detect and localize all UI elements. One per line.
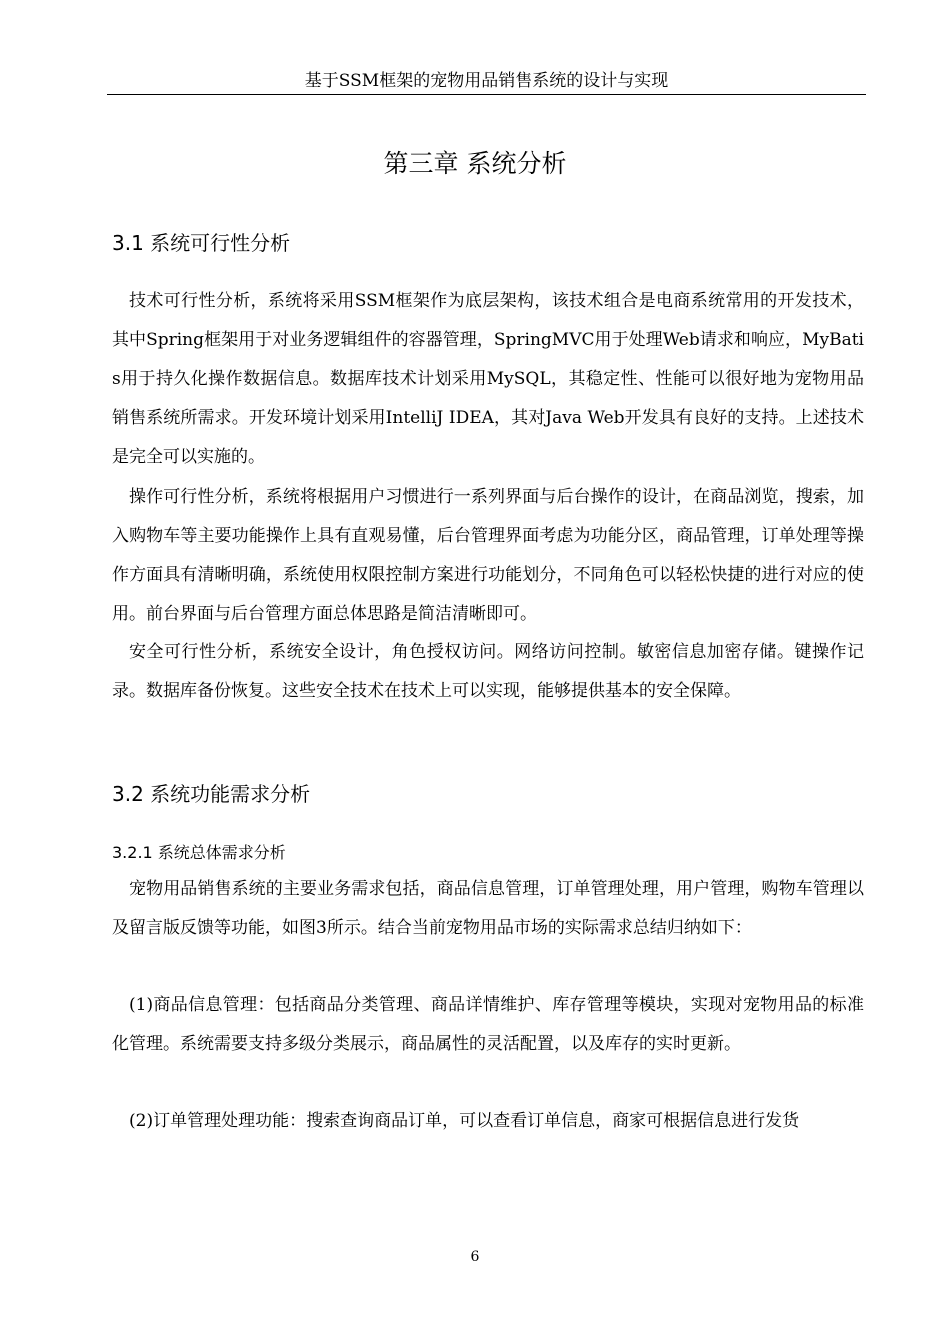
page-number: 6 xyxy=(470,1249,480,1265)
subsection-heading-3-2-1: 3.2.1 系统总体需求分析 xyxy=(112,843,286,862)
paragraph-technical-feasibility: 技术可行性分析，系统将采用SSM框架作为底层架构，该技术组合是电商系统常用的开发技术，其中Spring框架用于对业务逻辑组件的容器管理，SpringMVC用于处理Web请求和响应，MyBatis用于持久化操作数据信息。数据库技术计划采用MySQL，其稳定性、性能可以很好地为宠物用品销售系统所需求。开发环境计划采用IntelliJ IDEA，其对Java Web开发具有良好的支持。上述技术是完全可以实施的。 xyxy=(112,291,864,467)
page-header xyxy=(107,70,866,95)
chapter-title: 第三章 系统分析 xyxy=(383,149,567,178)
section-heading-3-2: 3.2 系统功能需求分析 xyxy=(112,782,311,806)
section-heading-3-1: 3.1 系统可行性分析 xyxy=(112,231,291,255)
paragraph-overall-requirements: 宠物用品销售系统的主要业务需求包括，商品信息管理，订单管理处理，用户管理，购物车管理以及留言版反馈等功能，如图3所示。结合当前宠物用品市场的实际需求总结归纳如下： xyxy=(112,879,864,938)
paragraph-operational-feasibility: 操作可行性分析，系统将根据用户习惯进行一系列界面与后台操作的设计，在商品浏览，搜索，加入购物车等主要功能操作上具有直观易懂，后台管理界面考虑为功能分区，商品管理，订单处理等操作方面具有清晰明确，系统使用权限控制方案进行功能划分，不同角色可以轻松快捷的进行对应的使用。前台界面与后台管理方面总体思路是简洁清晰即可。 xyxy=(112,487,864,624)
paragraph-security-feasibility: 安全可行性分析，系统安全设计，角色授权访问。网络访问控制。敏密信息加密存储。键操作记录。数据库备份恢复。这些安全技术在技术上可以实现，能够提供基本的安全保障。 xyxy=(112,642,864,701)
paragraph-product-management: (1)商品信息管理：包括商品分类管理、商品详情维护、库存管理等模块，实现对宠物用品的标准化管理。系统需要支持多级分类展示，商品属性的灵活配置，以及库存的实时更新。 xyxy=(112,995,864,1054)
header-title: 基于SSM框架的宠物用品销售系统的设计与实现 xyxy=(304,71,669,91)
paragraph-order-management: (2)订单管理处理功能：搜索查询商品订单，可以查看订单信息，商家可根据信息进行发货 xyxy=(129,1111,800,1131)
